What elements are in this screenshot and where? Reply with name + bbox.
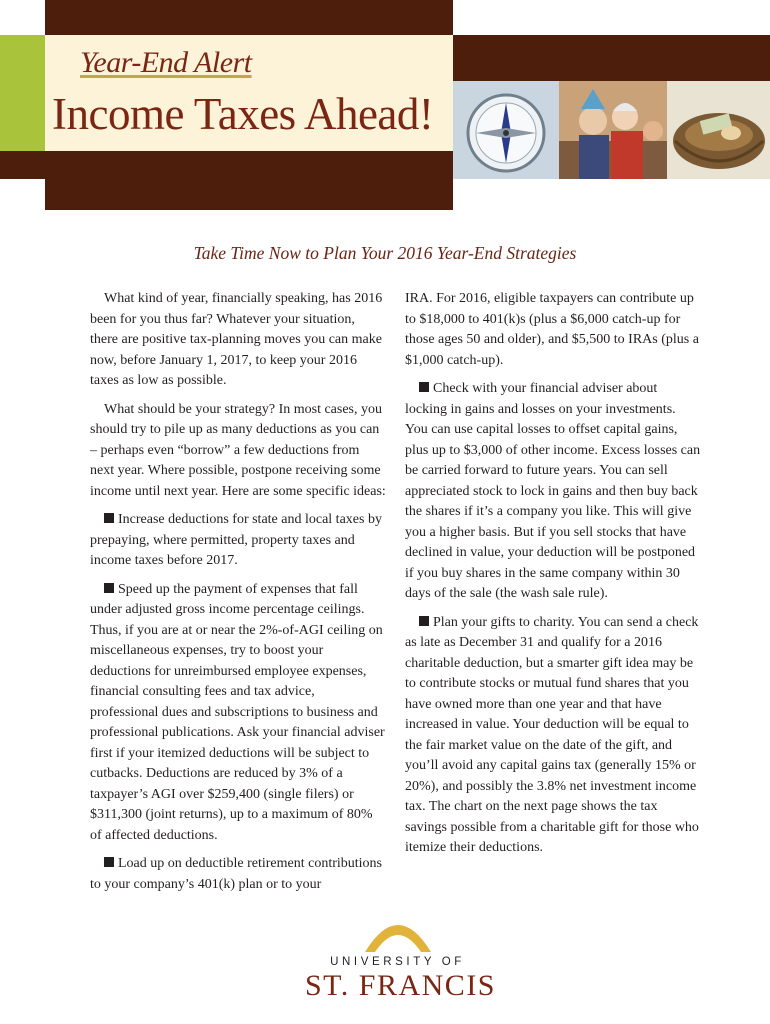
bullet-square-icon: [104, 513, 114, 523]
header-bottom-left-band: [0, 151, 45, 179]
bullet-text: Load up on deductible retirement contributions to your company’s 401(k) plan or to your: [90, 856, 382, 892]
bullet-charity-gifts: [405, 613, 701, 859]
nest-egg-photo: [667, 81, 770, 179]
compass-photo: [453, 81, 559, 179]
bullet-state-local-taxes: [90, 510, 386, 572]
university-logo: [305, 912, 496, 1002]
header-photo-band: [453, 35, 770, 81]
bullet-square-icon: [419, 616, 429, 626]
bullet-gains-losses: [405, 379, 701, 605]
bullet-agi-expenses: [90, 580, 386, 847]
header-top-band: [45, 0, 453, 35]
logo-st-francis: ST. FRANCIS: [305, 969, 496, 1002]
page-title: Income Taxes Ahead!: [52, 89, 434, 139]
header-kicker: Year-End Alert: [80, 46, 252, 79]
left-column: [90, 289, 386, 903]
header-green-accent: [0, 35, 45, 151]
bullet-text: Speed up the payment of expenses that fall under adjusted gross income percentage ceilings. Thus, if you are at or near the 2%-of-AGI ceiling on miscellaneous expenses, try to boost your deductions for unreimbursed employee expenses, financial consulting fees and tax advice, professional dues and subscriptions to business and professional publications. Ask your financial adviser first if your itemized deductions will be subject to cutbacks. Deductions are reduced by 3% of a taxpayer’s AGI over $259,400 (single filers) or $311,300 (joint returns), up to a maximum of 80% of affected deductions.: [90, 581, 385, 843]
bullet-text: Plan your gifts to charity. You can send a check as late as December 31 and qualify for a 2016 charitable deduction, but a smarter gift idea may be to contribute stocks or mutual fund shares that you have owned more than one year and that have increased in value. Your deduction will be equal to the fair market value on the date of the gift, and you’ll avoid any capital gains tax (generally 15% or 20%), and possibly the 3.8% net investment income tax. The chart on the next page shows the tax savings possible from a charitable gift for those who itemize their deductions.: [405, 614, 699, 855]
family-photo: [559, 81, 667, 179]
bullet-square-icon: [104, 583, 114, 593]
bullet-square-icon: [419, 382, 429, 392]
strategy-paragraph: What should be your strategy? In most cases, you should try to pile up as many deductions as you can – perhaps even “borrow” a few deductions from next year. Where possible, postpone receiving some income until next year. Here are some specific ideas:: [90, 401, 386, 499]
bullet-text: Check with your financial adviser about locking in gains and losses on your investments. You can use capital losses to offset capital gains, plus up to $3,000 of other income. Excess losses can be carried forward to future years. You can sell appreciated stock to lock in gains and then buy back the shares if it’s a company you like. This will give you a higher basis. But if you sell stocks that have declined in value, your deduction will be postponed if you buy shares in the same company within 30 days of the sale (the wash sale rule).: [405, 381, 701, 601]
right-column: [405, 289, 701, 867]
page-subtitle: Take Time Now to Plan Your 2016 Year-End Strategies: [193, 243, 577, 263]
intro-paragraph: What kind of year, financially speaking, has 2016 been for you thus far? Whatever your situation, there are positive tax-planning moves you can make now, before January 1, 2017, to keep your 2016 taxes as low as possible.: [90, 291, 383, 388]
logo-university-of: UNIVERSITY OF: [330, 956, 465, 968]
logo-arch-icon: [363, 912, 433, 954]
bullet-square-icon: [104, 857, 114, 867]
ira-continuation-paragraph: IRA. For 2016, eligible taxpayers can contribute up to $18,000 to 401(k)s (plus a $6,000 catch-up for those ages 50 and older), and $5,500 to IRAs (plus a $1,000 catch-up).: [405, 291, 699, 368]
bullet-retirement-contributions: [90, 854, 386, 895]
bullet-text: Increase deductions for state and local taxes by prepaying, where permitted, property taxes and income taxes before 2017.: [90, 512, 382, 568]
header-photo-strip: [453, 81, 770, 179]
header-bottom-band: [45, 151, 453, 210]
